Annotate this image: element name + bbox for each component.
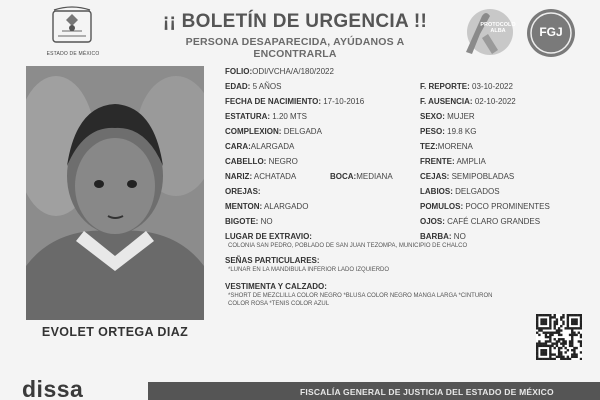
field-menton: MENTON: ALARGADO: [225, 202, 309, 211]
field-pomulos: POMULOS: POCO PROMINENTES: [420, 202, 550, 211]
senas-value: *LUNAR EN LA MANDIBULA INFERIOR LADO IZQUIERDO: [228, 267, 390, 273]
field-boca: BOCA:MEDIANA: [330, 172, 393, 181]
field-fecha-nacimiento: FECHA DE NACIMIENTO: 17-10-2016: [225, 97, 365, 106]
fgj-label: FGJ: [539, 25, 563, 39]
field-nariz: NARIZ: ACHATADA: [225, 172, 297, 181]
bulletin-subtitle: PERSONA DESAPARECIDA, AYÚDANOS A ENCONTRARLA: [185, 36, 405, 60]
field-bigote: BIGOTE: NO: [225, 217, 273, 226]
person-photo: [26, 66, 204, 320]
field-cabello: CABELLO: NEGRO: [225, 157, 298, 166]
field-cejas: CEJAS: SEMIPOBLADAS: [420, 172, 515, 181]
field-frente: FRENTE: AMPLIA: [420, 157, 486, 166]
qr-code-icon[interactable]: [536, 314, 582, 360]
lugar-extravio-value: COLONIA SAN PEDRO, POBLADO DE SAN JUAN TEZOMPA, MUNICIPIO DE CHALCO: [228, 243, 468, 249]
field-labios: LABIOS: DELGADOS: [420, 187, 500, 196]
field-lugar-extravio: LUGAR DE EXTRAVIO:: [225, 232, 312, 241]
field-senas: SEÑAS PARTICULARES:: [225, 256, 320, 265]
field-folio: FOLIO:ODI/VCHA/A/180/2022: [225, 67, 334, 76]
field-edad: EDAD: 5 AÑOS: [225, 82, 282, 91]
vestimenta-line2: COLOR ROSA *TENIS COLOR AZUL: [228, 301, 330, 307]
field-complexion: COMPLEXION: DELGADA: [225, 127, 322, 136]
brand-logo: dissa: [22, 378, 84, 400]
field-peso: PESO: 19.8 KG: [420, 127, 477, 136]
field-sexo: SEXO: MUJER: [420, 112, 475, 121]
field-f-reporte: F. REPORTE: 03-10-2022: [420, 82, 513, 91]
field-vestimenta: VESTIMENTA Y CALZADO:: [225, 282, 327, 291]
field-tez: TEZ:MORENA: [420, 142, 473, 151]
field-cara: CARA:ALARGADA: [225, 142, 295, 151]
alba-label: PROTOCOLO ALBA: [480, 22, 516, 34]
field-barba: BARBA: NO: [420, 232, 466, 241]
state-seal-icon: [50, 6, 94, 44]
vestimenta-line1: *SHORT DE MEZCLILLA COLOR NEGRO *BLUSA COLOR NEGRO MANGA LARGA *CINTURON: [228, 293, 493, 299]
field-estatura: ESTATURA: 1.20 MTS: [225, 112, 307, 121]
state-label: ESTADO DE MÉXICO: [46, 51, 100, 57]
person-name: EVOLET ORTEGA DIAZ: [41, 325, 189, 339]
bulletin-title: ¡¡ BOLETÍN DE URGENCIA !!: [162, 11, 428, 32]
field-ojos: OJOS: CAFÉ CLARO GRANDES: [420, 217, 541, 226]
field-f-ausencia: F. AUSENCIA: 02-10-2022: [420, 97, 516, 106]
agency-name: FISCALÍA GENERAL DE JUSTICIA DEL ESTADO DE MÉXICO: [300, 387, 554, 397]
field-orejas: OREJAS:: [225, 187, 261, 196]
